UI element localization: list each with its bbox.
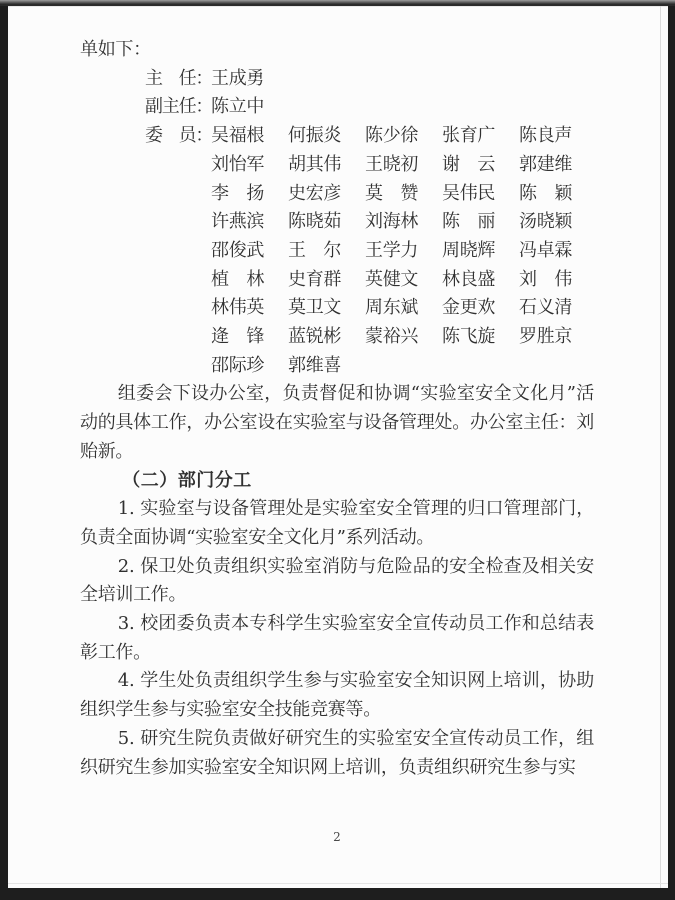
member-name: 陈飞旋 bbox=[442, 326, 496, 348]
members-row bbox=[80, 151, 594, 180]
member-name: 许燕滨 bbox=[211, 211, 265, 233]
page-content bbox=[80, 36, 594, 782]
member-name: 吴伟民 bbox=[442, 182, 496, 204]
member-name: 刘海林 bbox=[365, 211, 419, 233]
member-name: 张育广 bbox=[442, 125, 496, 147]
document-page bbox=[8, 6, 668, 888]
member-name: 郭建维 bbox=[519, 153, 573, 175]
members-label-spacer bbox=[145, 266, 211, 295]
members-label-spacer bbox=[145, 294, 211, 323]
director-name: 王成勇 bbox=[211, 67, 265, 89]
member-name: 陈少徐 bbox=[365, 125, 419, 147]
member-name: 何振炎 bbox=[288, 125, 342, 147]
deputy-director-label: 副主任： bbox=[145, 96, 213, 118]
division-item-2: 2. 保卫处负责组织实验室消防与危险品的安全检查及相关安全培训工作。 bbox=[80, 555, 594, 606]
members-label-spacer bbox=[145, 208, 211, 237]
division-item-1: 1. 实验室与设备管理处是实验室安全管理的归口管理部门，负责全面协调“实验室安全文化月”系列活动。 bbox=[80, 498, 594, 548]
member-name: 逄 锋 bbox=[211, 326, 265, 348]
member-name: 莫卫文 bbox=[288, 297, 342, 319]
member-name: 石义清 bbox=[519, 297, 573, 319]
member-name: 邵际珍 bbox=[211, 354, 265, 376]
member-name: 冯卓霖 bbox=[519, 239, 573, 261]
member-name: 胡其伟 bbox=[288, 153, 342, 175]
member-name: 陈 颖 bbox=[519, 182, 573, 204]
member-name: 植 林 bbox=[211, 268, 265, 290]
member-name: 邵俊武 bbox=[211, 239, 265, 261]
members-row bbox=[80, 294, 594, 323]
member-name: 蒙裕兴 bbox=[365, 326, 419, 348]
division-item-3: 3. 校团委负责本专科学生实验室安全宣传动员工作和总结表彰工作。 bbox=[80, 613, 594, 663]
member-name: 陈良声 bbox=[519, 125, 573, 147]
page-bottom-edge-line bbox=[8, 883, 668, 884]
office-paragraph: 组委会下设办公室，负责督促和协调“实验室安全文化月”活动的具体工作，办公室设在实验室与设备管理处。办公室主任：刘贻新。 bbox=[80, 383, 594, 462]
member-name: 吴福根 bbox=[211, 125, 265, 147]
intro-line: 单如下： bbox=[80, 39, 151, 60]
member-name: 谢 云 bbox=[442, 153, 496, 175]
member-name: 李 扬 bbox=[211, 182, 265, 204]
member-name: 金更欢 bbox=[442, 297, 496, 319]
member-name: 王学力 bbox=[365, 239, 419, 261]
member-name: 史宏彦 bbox=[288, 182, 342, 204]
page-number: 2 bbox=[333, 830, 341, 844]
member-name: 陈晓茹 bbox=[288, 211, 342, 233]
member-name: 蓝锐彬 bbox=[288, 326, 342, 348]
member-name: 林良盛 bbox=[442, 268, 496, 290]
member-name: 刘怡军 bbox=[211, 153, 265, 175]
member-name: 刘 伟 bbox=[519, 268, 573, 290]
members-row bbox=[80, 352, 594, 381]
member-name: 周晓辉 bbox=[442, 239, 496, 261]
member-name: 周东斌 bbox=[365, 297, 419, 319]
members-row bbox=[80, 266, 594, 295]
members-row bbox=[80, 208, 594, 237]
division-item-4: 4. 学生处负责组织学生参与实验室安全知识网上培训，协助组织学生参与实验室安全技能竞赛等。 bbox=[80, 670, 594, 721]
division-item-5: 5. 研究生院负责做好研究生的实验室安全宣传动员工作，组织研究生参加实验室安全知识网上培训，负责组织研究生参与实 bbox=[80, 727, 594, 778]
members-label-spacer bbox=[145, 180, 211, 209]
members-label-spacer bbox=[145, 151, 211, 180]
members-row bbox=[80, 180, 594, 209]
deputy-director-name: 陈立中 bbox=[211, 96, 265, 118]
member-name: 莫 赞 bbox=[365, 182, 419, 204]
members-row bbox=[80, 122, 594, 151]
member-name: 陈 丽 bbox=[442, 211, 496, 233]
member-name: 英健文 bbox=[365, 268, 419, 290]
members-label-spacer bbox=[145, 352, 211, 381]
section-heading: （二）部门分工 bbox=[122, 469, 252, 491]
deputy-director-row bbox=[80, 93, 594, 122]
page-right-edge-line bbox=[660, 6, 661, 888]
director-row bbox=[80, 65, 594, 94]
member-name: 王晓初 bbox=[365, 153, 419, 175]
members-row bbox=[80, 323, 594, 352]
member-name: 罗胜京 bbox=[519, 326, 573, 348]
member-name: 郭维喜 bbox=[288, 354, 342, 376]
members-label-spacer bbox=[145, 323, 211, 352]
members-label-spacer bbox=[145, 237, 211, 266]
director-label: 主 任： bbox=[145, 67, 213, 89]
members-row bbox=[80, 237, 594, 266]
member-name: 林伟英 bbox=[211, 297, 265, 319]
member-name: 汤晓颖 bbox=[519, 211, 573, 233]
member-name: 史育群 bbox=[288, 268, 342, 290]
member-name: 王 尔 bbox=[288, 239, 342, 261]
members-label: 委 员： bbox=[145, 125, 213, 147]
